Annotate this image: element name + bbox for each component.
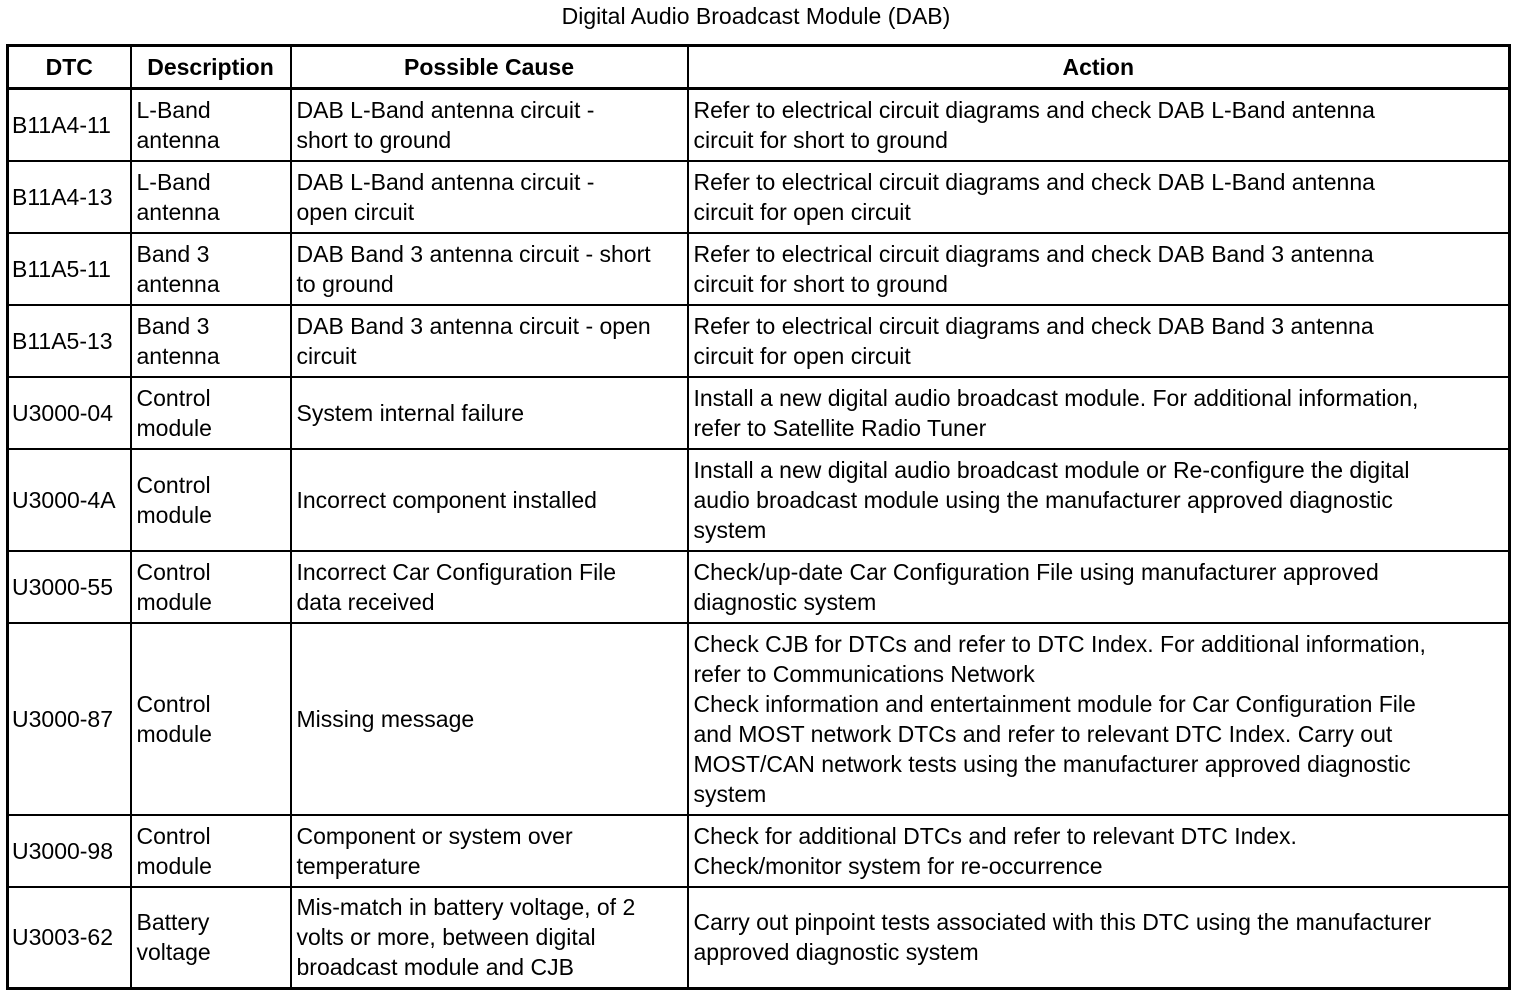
action-line: Check/up-date Car Configuration File using manufacturer approved [693, 558, 1379, 585]
action-line: Check/monitor system for re-occurrence [693, 852, 1103, 879]
table-row [8, 887, 1510, 989]
dtc-code-cell: U3000-55 [8, 551, 131, 623]
description-line: L-Band [136, 168, 211, 195]
action-line: system [693, 780, 767, 807]
description-line: Band 3 [136, 240, 210, 267]
action-line: Carry out pinpoint tests associated with this DTC using the manufacturer [693, 909, 1432, 936]
description-cell [131, 233, 291, 305]
header-description: Description [131, 46, 291, 89]
action-line: Check CJB for DTCs and refer to DTC Index. For additional information, [693, 630, 1426, 657]
page-title: Digital Audio Broadcast Module (DAB) [561, 3, 951, 29]
description-cell [131, 815, 291, 887]
description-cell [131, 89, 291, 161]
description-line: module [136, 852, 212, 879]
possible-cause-line: DAB L-Band antenna circuit - [296, 168, 595, 195]
action-line: audio broadcast module using the manufacturer approved diagnostic [693, 486, 1393, 513]
possible-cause-line: DAB Band 3 antenna circuit - short [296, 240, 651, 267]
description-line: antenna [136, 198, 220, 225]
possible-cause-line: temperature [296, 852, 421, 879]
possible-cause-cell [291, 887, 688, 989]
dtc-table [6, 44, 1511, 990]
possible-cause-cell [291, 377, 688, 449]
table-row [8, 89, 1510, 161]
action-line: system [693, 516, 767, 543]
action-line: diagnostic system [693, 588, 877, 615]
action-line: Refer to electrical circuit diagrams and check DAB Band 3 antenna [693, 240, 1374, 267]
possible-cause-line: broadcast module and CJB [296, 954, 574, 981]
possible-cause-cell [291, 623, 688, 815]
action-line: and MOST network DTCs and refer to relevant DTC Index. Carry out [693, 720, 1393, 747]
dtc-code-cell: U3000-98 [8, 815, 131, 887]
header-dtc: DTC [8, 46, 131, 89]
possible-cause-line: Mis-match in battery voltage, of 2 [296, 894, 636, 921]
possible-cause-line: Component or system over [296, 822, 573, 849]
possible-cause-line: short to ground [296, 126, 452, 153]
action-line: Check for additional DTCs and refer to relevant DTC Index. [693, 822, 1297, 849]
description-cell [131, 623, 291, 815]
action-line: Refer to electrical circuit diagrams and check DAB L-Band antenna [693, 96, 1375, 123]
description-cell [131, 551, 291, 623]
possible-cause-cell [291, 305, 688, 377]
description-line: antenna [136, 342, 220, 369]
dtc-code-cell: U3000-87 [8, 623, 131, 815]
description-line: Control [136, 558, 211, 585]
possible-cause-line: Incorrect Car Configuration File [296, 558, 617, 585]
action-line: circuit for open circuit [693, 198, 911, 225]
description-cell [131, 305, 291, 377]
action-cell [688, 161, 1510, 233]
action-cell [688, 449, 1510, 551]
header-possible-cause: Possible Cause [291, 46, 688, 89]
dtc-code-cell: B11A4-13 [8, 161, 131, 233]
table-row [8, 815, 1510, 887]
action-line: circuit for short to ground [693, 126, 948, 153]
description-line: Band 3 [136, 312, 210, 339]
description-line: antenna [136, 270, 220, 297]
action-cell [688, 551, 1510, 623]
possible-cause-cell [291, 815, 688, 887]
possible-cause-cell [291, 89, 688, 161]
description-line: Control [136, 690, 211, 717]
table-row [8, 161, 1510, 233]
table-row [8, 305, 1510, 377]
possible-cause-line: circuit [296, 342, 357, 369]
action-line: Refer to electrical circuit diagrams and check DAB Band 3 antenna [693, 312, 1374, 339]
action-cell [688, 305, 1510, 377]
description-line: Control [136, 384, 211, 411]
table-body [8, 89, 1510, 989]
description-line: module [136, 588, 212, 615]
action-cell [688, 233, 1510, 305]
possible-cause-line: open circuit [296, 198, 415, 225]
possible-cause-line: volts or more, between digital [296, 924, 596, 951]
description-line: Battery [136, 909, 210, 936]
possible-cause-cell [291, 161, 688, 233]
table-row [8, 623, 1510, 815]
table-row [8, 449, 1510, 551]
action-line: Install a new digital audio broadcast module. For additional information, [693, 384, 1419, 411]
description-line: Control [136, 471, 211, 498]
description-cell [131, 887, 291, 989]
description-cell [131, 377, 291, 449]
possible-cause-cell [291, 449, 688, 551]
description-cell [131, 449, 291, 551]
possible-cause-line: DAB L-Band antenna circuit - [296, 96, 595, 123]
description-line: module [136, 414, 212, 441]
action-line: Check information and entertainment module for Car Configuration File [693, 690, 1416, 717]
description-line: voltage [136, 939, 211, 966]
possible-cause-line: data received [296, 588, 435, 615]
action-line: circuit for open circuit [693, 342, 911, 369]
action-line: Install a new digital audio broadcast module or Re-configure the digital [693, 456, 1410, 483]
possible-cause-cell [291, 233, 688, 305]
description-line: antenna [136, 126, 220, 153]
action-cell [688, 89, 1510, 161]
possible-cause-line: System internal failure [296, 399, 525, 426]
description-line: module [136, 501, 212, 528]
possible-cause-line: to ground [296, 270, 394, 297]
action-cell [688, 815, 1510, 887]
description-line: L-Band [136, 96, 211, 123]
dtc-code-cell: U3000-04 [8, 377, 131, 449]
possible-cause-line: Missing message [296, 705, 475, 732]
dtc-code-cell: U3003-62 [8, 887, 131, 989]
action-line: approved diagnostic system [693, 939, 979, 966]
action-line: refer to Communications Network [693, 660, 1035, 687]
dtc-code-cell: B11A5-13 [8, 305, 131, 377]
header-action: Action [688, 46, 1510, 89]
action-cell [688, 623, 1510, 815]
action-line: Refer to electrical circuit diagrams and check DAB L-Band antenna [693, 168, 1375, 195]
description-line: module [136, 720, 212, 747]
dtc-code-cell: B11A4-11 [8, 89, 131, 161]
table-row [8, 377, 1510, 449]
table-row [8, 233, 1510, 305]
dtc-code-cell: U3000-4A [8, 449, 131, 551]
description-line: Control [136, 822, 211, 849]
action-line: circuit for short to ground [693, 270, 948, 297]
possible-cause-line: Incorrect component installed [296, 486, 597, 513]
table-header-row [8, 46, 1510, 89]
action-line: refer to Satellite Radio Tuner [693, 414, 987, 441]
table-row [8, 551, 1510, 623]
dtc-code-cell: B11A5-11 [8, 233, 131, 305]
action-cell [688, 887, 1510, 989]
description-cell [131, 161, 291, 233]
possible-cause-cell [291, 551, 688, 623]
action-line: MOST/CAN network tests using the manufacturer approved diagnostic [693, 750, 1411, 777]
action-cell [688, 377, 1510, 449]
possible-cause-line: DAB Band 3 antenna circuit - open [296, 312, 651, 339]
